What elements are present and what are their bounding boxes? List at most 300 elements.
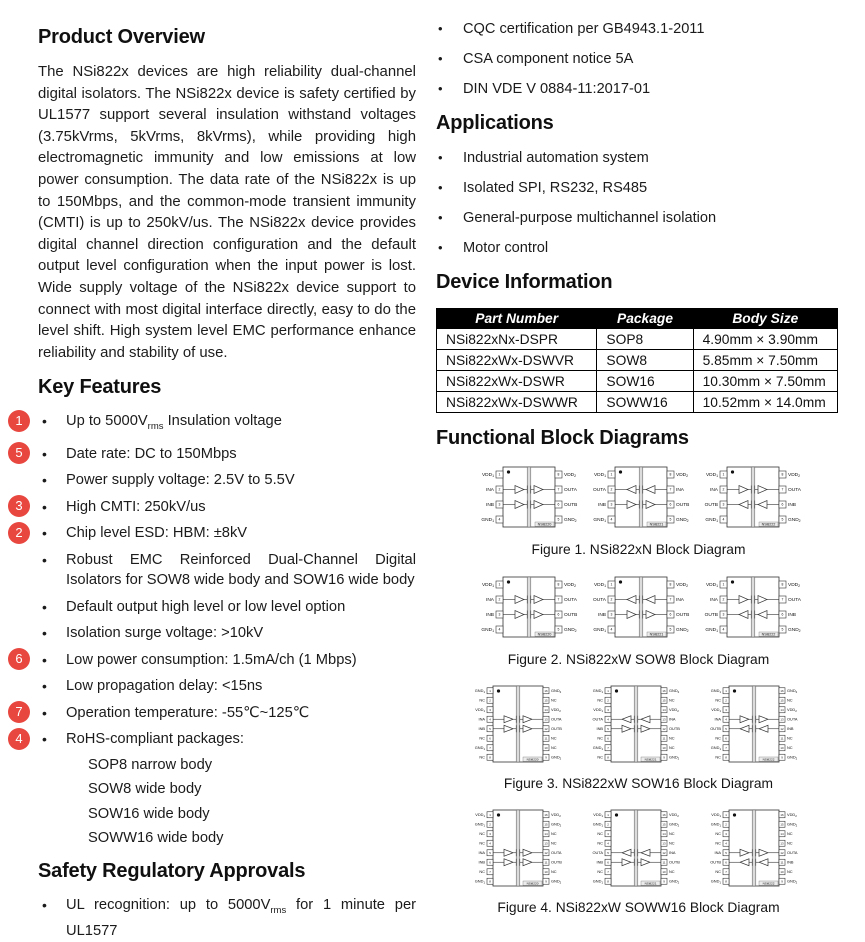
svg-text:OUTB: OUTB bbox=[675, 503, 689, 509]
subscript-text: rms bbox=[270, 904, 287, 916]
svg-text:GND2: $GND_2$ bbox=[550, 821, 561, 828]
svg-text:VDD1: $VDD_1$ bbox=[710, 707, 721, 713]
svg-text:10: 10 bbox=[661, 869, 666, 874]
table-cell: 5.85mm × 7.50mm bbox=[693, 350, 837, 371]
svg-text:INB: INB bbox=[787, 503, 796, 509]
svg-text:INA: INA bbox=[714, 850, 721, 856]
svg-text:NC: NC bbox=[478, 735, 485, 741]
svg-text:6: 6 bbox=[557, 612, 559, 617]
svg-text:12: 12 bbox=[543, 850, 548, 855]
svg-text:VDD2: $VDD_2$ bbox=[668, 707, 679, 713]
svg-text:9: 9 bbox=[662, 879, 665, 884]
block-diagrams-title: Functional Block Diagrams bbox=[436, 427, 689, 449]
svg-text:VDD1: $VDD_1$ bbox=[705, 583, 718, 589]
svg-text:OUTB: OUTB bbox=[709, 859, 721, 865]
svg-text:GND1: $GND_1$ bbox=[592, 878, 603, 885]
svg-text:15: 15 bbox=[779, 822, 784, 827]
svg-text:11: 11 bbox=[661, 736, 666, 741]
right-column bbox=[416, 0, 865, 928]
feature-item bbox=[15, 523, 416, 544]
feature-item bbox=[15, 729, 416, 848]
svg-text:6: 6 bbox=[606, 860, 609, 865]
svg-text:INA: INA bbox=[675, 488, 684, 494]
svg-text:NC: NC bbox=[550, 745, 557, 751]
product-overview-title: Product Overview bbox=[38, 26, 205, 48]
svg-text:OUTB: OUTB bbox=[563, 503, 577, 509]
table-cell: 4.90mm × 3.90mm bbox=[693, 329, 837, 350]
table-header-cell: Part Number bbox=[437, 309, 597, 329]
svg-text:15: 15 bbox=[543, 698, 548, 703]
svg-text:INB: INB bbox=[485, 503, 494, 509]
svg-text:NSi8221: NSi8221 bbox=[649, 632, 663, 637]
svg-text:INB: INB bbox=[597, 613, 606, 619]
svg-text:GND1: $GND_1$ bbox=[710, 745, 721, 751]
svg-text:VDD2: $VDD_2$ bbox=[787, 583, 800, 589]
svg-text:5: 5 bbox=[557, 517, 559, 522]
svg-text:4: 4 bbox=[722, 517, 724, 522]
svg-text:8: 8 bbox=[781, 472, 783, 477]
svg-text:INA: INA bbox=[709, 488, 718, 494]
table-header-cell: Body Size bbox=[693, 309, 837, 329]
svg-text:NC: NC bbox=[596, 697, 603, 703]
svg-text:VDD1: $VDD_1$ bbox=[592, 707, 603, 713]
svg-text:6: 6 bbox=[781, 502, 783, 507]
table-head bbox=[437, 309, 838, 329]
table-row bbox=[437, 371, 838, 392]
svg-text:16: 16 bbox=[661, 812, 666, 817]
svg-text:8: 8 bbox=[606, 879, 609, 884]
svg-text:OUTB: OUTB bbox=[709, 726, 721, 732]
svg-text:8: 8 bbox=[488, 755, 491, 760]
safety-approvals-list bbox=[38, 895, 416, 942]
svg-text:2: 2 bbox=[722, 487, 724, 492]
svg-text:13: 13 bbox=[543, 717, 548, 722]
svg-text:INB: INB bbox=[485, 613, 494, 619]
svg-text:5: 5 bbox=[606, 726, 609, 731]
svg-text:6: 6 bbox=[781, 612, 783, 617]
svg-text:8: 8 bbox=[557, 472, 559, 477]
svg-text:3: 3 bbox=[488, 831, 491, 836]
svg-text:GND2: $GND_2$ bbox=[675, 518, 689, 524]
svg-text:2: 2 bbox=[724, 698, 727, 703]
table-cell: NSi822xWx-DSWWR bbox=[437, 392, 597, 413]
svg-text:NC: NC bbox=[714, 754, 721, 760]
svg-text:6: 6 bbox=[724, 736, 727, 741]
svg-text:1: 1 bbox=[488, 812, 491, 817]
svg-text:13: 13 bbox=[661, 841, 666, 846]
product-overview-body: The NSi822x devices are high reliability dual-channel digital isolators. The NSi822x device is safety certified by UL1577 support several insulation withstand voltages (3.75kVrms, 5kVrms, 8kVrms), while providing high electromagnetic immunity and low emissions at low power consumption. The data rate of the NSi822x is up to 150Mbps, and the common-mode transient immunity (CMTI) is up to 250kV/us. The NSi822x device provides digital channel direction configuration and the default output level configuration when the input power is lost. Wide supply voltage of the NSi822x device support to connect with most digital interface directly, easy to do the level shift. High system level EMC performance enhance reliability and stability of use. bbox=[38, 64, 416, 361]
feature-number-badge: • 1 bbox=[8, 410, 30, 432]
svg-text:14: 14 bbox=[543, 831, 548, 836]
svg-text:9: 9 bbox=[780, 755, 783, 760]
svg-text:6: 6 bbox=[669, 612, 671, 617]
svg-text:16: 16 bbox=[779, 812, 784, 817]
block-diagram-figure bbox=[436, 672, 841, 791]
svg-text:VDD1: $VDD_1$ bbox=[474, 707, 485, 713]
block-diagram-figure bbox=[436, 452, 841, 557]
table-cell: NSi822xNx-DSPR bbox=[437, 329, 597, 350]
feature-item bbox=[15, 703, 416, 724]
svg-text:4: 4 bbox=[498, 517, 500, 522]
svg-text:INA: INA bbox=[709, 598, 718, 604]
svg-text:GND1: $GND_1$ bbox=[704, 628, 718, 634]
svg-text:GND2: $GND_2$ bbox=[786, 878, 797, 885]
svg-text:11: 11 bbox=[543, 860, 548, 865]
svg-text:2: 2 bbox=[610, 487, 612, 492]
svg-text:INB: INB bbox=[786, 859, 793, 865]
svg-text:7: 7 bbox=[781, 487, 783, 492]
svg-text:GND1: $GND_1$ bbox=[592, 628, 606, 634]
svg-text:GND1: $GND_1$ bbox=[592, 688, 603, 694]
block-diagram-figure bbox=[436, 562, 841, 667]
svg-text:3: 3 bbox=[610, 612, 612, 617]
svg-text:GND1: $GND_1$ bbox=[592, 518, 606, 524]
applications-title: Applications bbox=[436, 112, 554, 134]
feature-text: Chip level ESD: HBM: ±8kV bbox=[66, 525, 248, 542]
svg-text:GND1: $GND_1$ bbox=[474, 878, 485, 885]
svg-text:OUTA: OUTA bbox=[592, 488, 606, 494]
svg-text:NC: NC bbox=[550, 869, 557, 875]
svg-text:8: 8 bbox=[488, 879, 491, 884]
svg-text:OUTB: OUTB bbox=[668, 726, 680, 732]
figure-caption: Figure 1. NSi822xN Block Diagram bbox=[531, 542, 746, 557]
svg-text:8: 8 bbox=[557, 582, 559, 587]
feature-number-badge: • 6 bbox=[8, 648, 30, 670]
feature-number-badge: • 7 bbox=[8, 701, 30, 723]
svg-text:6: 6 bbox=[606, 736, 609, 741]
svg-text:NC: NC bbox=[668, 840, 675, 846]
svg-text:6: 6 bbox=[488, 860, 491, 865]
svg-text:4: 4 bbox=[722, 627, 724, 632]
svg-text:NC: NC bbox=[550, 831, 557, 837]
svg-text:GND2: $GND_2$ bbox=[786, 688, 797, 694]
svg-text:3: 3 bbox=[606, 707, 609, 712]
svg-text:9: 9 bbox=[780, 879, 783, 884]
table-cell: SOP8 bbox=[597, 329, 693, 350]
svg-text:NSi8220: NSi8220 bbox=[537, 632, 551, 637]
svg-text:INA: INA bbox=[485, 488, 494, 494]
feature-number-badge: • 2 bbox=[8, 522, 30, 544]
svg-text:INB: INB bbox=[596, 726, 603, 732]
svg-text:VDD1: $VDD_1$ bbox=[481, 583, 494, 589]
svg-text:6: 6 bbox=[488, 736, 491, 741]
svg-text:NC: NC bbox=[714, 697, 721, 703]
svg-text:OUTB: OUTB bbox=[704, 613, 718, 619]
table-header-row bbox=[437, 309, 838, 329]
svg-text:9: 9 bbox=[544, 879, 547, 884]
svg-text:3: 3 bbox=[722, 612, 724, 617]
svg-text:7: 7 bbox=[606, 745, 609, 750]
svg-text:9: 9 bbox=[544, 755, 547, 760]
svg-text:GND2: $GND_2$ bbox=[668, 878, 679, 885]
svg-text:7: 7 bbox=[724, 745, 727, 750]
feature-text: Default output high level or low level option bbox=[66, 598, 346, 615]
application-item: • Motor control bbox=[438, 239, 841, 257]
feature-text: RoHS-compliant packages: bbox=[66, 731, 244, 748]
svg-text:INB: INB bbox=[787, 613, 796, 619]
svg-text:7: 7 bbox=[669, 597, 671, 602]
svg-text:GND1: $GND_1$ bbox=[480, 518, 494, 524]
svg-text:NC: NC bbox=[478, 697, 485, 703]
feature-text: Date rate: DC to 150Mbps bbox=[66, 445, 237, 462]
svg-text:5: 5 bbox=[669, 627, 671, 632]
svg-text:15: 15 bbox=[543, 822, 548, 827]
svg-text:3: 3 bbox=[722, 502, 724, 507]
svg-text:NC: NC bbox=[786, 735, 793, 741]
svg-text:8: 8 bbox=[669, 472, 671, 477]
block-diagram-svg bbox=[462, 805, 816, 891]
application-item: • General-purpose multichannel isolation bbox=[438, 209, 841, 227]
svg-text:6: 6 bbox=[557, 502, 559, 507]
feature-number-badge: • 5 bbox=[8, 442, 30, 464]
svg-text:11: 11 bbox=[543, 736, 548, 741]
svg-text:10: 10 bbox=[543, 869, 548, 874]
svg-text:INB: INB bbox=[478, 726, 485, 732]
svg-text:OUTA: OUTA bbox=[591, 850, 603, 856]
svg-text:NSi8222: NSi8222 bbox=[761, 522, 775, 527]
svg-text:VDD1: $VDD_1$ bbox=[592, 812, 603, 818]
svg-text:7: 7 bbox=[557, 487, 559, 492]
svg-text:NSi8222: NSi8222 bbox=[761, 632, 775, 637]
svg-text:5: 5 bbox=[606, 850, 609, 855]
svg-text:INA: INA bbox=[478, 716, 485, 722]
svg-text:GND1: $GND_1$ bbox=[704, 518, 718, 524]
certification-item: • DIN VDE V 0884-11:2017-01 bbox=[438, 80, 841, 98]
svg-text:GND1: $GND_1$ bbox=[592, 745, 603, 751]
svg-text:10: 10 bbox=[779, 745, 784, 750]
table-cell: 10.30mm × 7.50mm bbox=[693, 371, 837, 392]
svg-text:NC: NC bbox=[478, 869, 485, 875]
application-item: • Isolated SPI, RS232, RS485 bbox=[438, 179, 841, 197]
svg-text:4: 4 bbox=[610, 627, 612, 632]
svg-text:1: 1 bbox=[488, 688, 491, 693]
svg-text:VDD1: $VDD_1$ bbox=[481, 473, 494, 479]
svg-text:15: 15 bbox=[661, 822, 666, 827]
svg-text:GND2: $GND_2$ bbox=[668, 821, 679, 828]
svg-text:2: 2 bbox=[498, 597, 500, 602]
svg-text:VDD2: $VDD_2$ bbox=[675, 583, 688, 589]
svg-text:INA: INA bbox=[668, 716, 675, 722]
svg-text:4: 4 bbox=[724, 841, 727, 846]
svg-text:NC: NC bbox=[714, 735, 721, 741]
svg-text:12: 12 bbox=[779, 850, 784, 855]
svg-text:VDD2: $VDD_2$ bbox=[563, 473, 576, 479]
table-cell: NSi822xWx-DSWR bbox=[437, 371, 597, 392]
svg-text:5: 5 bbox=[781, 627, 783, 632]
svg-text:VDD1: $VDD_1$ bbox=[593, 583, 606, 589]
feature-text: Low power consumption: 1.5mA/ch (1 Mbps) bbox=[66, 651, 357, 668]
svg-text:NC: NC bbox=[668, 745, 675, 751]
svg-text:VDD1: $VDD_1$ bbox=[705, 473, 718, 479]
svg-text:GND1: $GND_1$ bbox=[474, 745, 485, 751]
svg-text:13: 13 bbox=[543, 841, 548, 846]
svg-text:5: 5 bbox=[781, 517, 783, 522]
applications-list bbox=[438, 149, 841, 257]
svg-text:VDD2: $VDD_2$ bbox=[786, 812, 797, 818]
svg-text:NSi8221: NSi8221 bbox=[649, 522, 663, 527]
svg-text:14: 14 bbox=[661, 831, 666, 836]
application-item: • Industrial automation system bbox=[438, 149, 841, 167]
device-information-table bbox=[436, 308, 838, 413]
svg-text:NSi8221: NSi8221 bbox=[644, 757, 656, 762]
table-cell: 10.52mm × 14.0mm bbox=[693, 392, 837, 413]
svg-text:GND2: $GND_2$ bbox=[787, 628, 801, 634]
svg-text:5: 5 bbox=[557, 627, 559, 632]
svg-text:16: 16 bbox=[543, 688, 548, 693]
svg-text:NC: NC bbox=[550, 840, 557, 846]
svg-text:3: 3 bbox=[724, 831, 727, 836]
svg-text:5: 5 bbox=[724, 726, 727, 731]
svg-text:16: 16 bbox=[779, 688, 784, 693]
certification-list bbox=[438, 20, 841, 98]
feature-subitem: SOWW16 wide body bbox=[88, 830, 224, 847]
svg-text:INA: INA bbox=[478, 850, 485, 856]
svg-text:1: 1 bbox=[606, 688, 609, 693]
svg-text:INB: INB bbox=[596, 859, 603, 865]
svg-text:2: 2 bbox=[488, 822, 491, 827]
svg-text:2: 2 bbox=[724, 822, 727, 827]
svg-text:3: 3 bbox=[498, 612, 500, 617]
feature-text: Robust EMC Reinforced Dual-Channel Digital Isolators for SOW8 wide body and SOW16 wide body bbox=[66, 551, 416, 589]
svg-text:8: 8 bbox=[724, 755, 727, 760]
svg-text:15: 15 bbox=[779, 698, 784, 703]
device-information-title: Device Information bbox=[436, 271, 613, 293]
feature-text: Power supply voltage: 2.5V to 5.5V bbox=[66, 472, 295, 489]
svg-text:11: 11 bbox=[779, 736, 784, 741]
svg-text:7: 7 bbox=[488, 869, 491, 874]
svg-text:OUTA: OUTA bbox=[550, 716, 562, 722]
svg-text:INA: INA bbox=[485, 598, 494, 604]
svg-text:GND2: $GND_2$ bbox=[668, 754, 679, 761]
svg-text:2: 2 bbox=[722, 597, 724, 602]
svg-text:1: 1 bbox=[722, 582, 724, 587]
svg-text:10: 10 bbox=[543, 745, 548, 750]
figure-caption: Figure 3. NSi822xW SOW16 Block Diagram bbox=[503, 776, 774, 791]
feature-subitem: SOW8 wide body bbox=[88, 781, 202, 798]
figure-caption: Figure 4. NSi822xW SOWW16 Block Diagram bbox=[497, 900, 780, 915]
svg-text:4: 4 bbox=[488, 717, 491, 722]
svg-text:NC: NC bbox=[668, 831, 675, 837]
svg-text:OUTB: OUTB bbox=[550, 859, 562, 865]
svg-text:VDD2: $VDD_2$ bbox=[675, 473, 688, 479]
svg-text:10: 10 bbox=[661, 745, 666, 750]
subscript-text: rms bbox=[147, 421, 164, 433]
svg-text:NC: NC bbox=[478, 840, 485, 846]
svg-text:3: 3 bbox=[610, 502, 612, 507]
feature-item bbox=[42, 623, 416, 644]
certification-item: • CQC certification per GB4943.1-2011 bbox=[438, 20, 841, 38]
svg-text:6: 6 bbox=[669, 502, 671, 507]
feature-item bbox=[15, 444, 416, 465]
svg-text:7: 7 bbox=[606, 869, 609, 874]
svg-text:3: 3 bbox=[724, 707, 727, 712]
svg-text:2: 2 bbox=[610, 597, 612, 602]
svg-text:GND2: $GND_2$ bbox=[550, 754, 561, 761]
svg-text:5: 5 bbox=[669, 517, 671, 522]
svg-text:9: 9 bbox=[662, 755, 665, 760]
svg-text:5: 5 bbox=[488, 850, 491, 855]
svg-text:14: 14 bbox=[543, 707, 548, 712]
feature-number-badge: • 4 bbox=[8, 728, 30, 750]
svg-text:8: 8 bbox=[724, 879, 727, 884]
svg-text:GND2: $GND_2$ bbox=[675, 628, 689, 634]
svg-text:13: 13 bbox=[779, 841, 784, 846]
svg-text:VDD2: $VDD_2$ bbox=[786, 707, 797, 713]
svg-text:VDD2: $VDD_2$ bbox=[668, 812, 679, 818]
svg-text:NC: NC bbox=[786, 840, 793, 846]
svg-text:VDD1: $VDD_1$ bbox=[593, 473, 606, 479]
svg-text:NC: NC bbox=[596, 840, 603, 846]
table-cell: SOW8 bbox=[597, 350, 693, 371]
svg-text:OUTA: OUTA bbox=[592, 598, 606, 604]
key-features-list bbox=[15, 411, 416, 847]
svg-text:OUTB: OUTB bbox=[550, 726, 562, 732]
svg-text:7: 7 bbox=[724, 869, 727, 874]
svg-text:3: 3 bbox=[488, 707, 491, 712]
figure-caption: Figure 2. NSi822xW SOW8 Block Diagram bbox=[507, 652, 770, 667]
svg-text:VDD1: $VDD_1$ bbox=[710, 812, 721, 818]
svg-text:11: 11 bbox=[779, 860, 784, 865]
svg-text:OUTB: OUTB bbox=[563, 613, 577, 619]
svg-text:INB: INB bbox=[478, 859, 485, 865]
svg-text:4: 4 bbox=[498, 627, 500, 632]
svg-text:OUTB: OUTB bbox=[704, 503, 718, 509]
svg-text:2: 2 bbox=[488, 698, 491, 703]
feature-text: Isolation surge voltage: >10kV bbox=[66, 625, 264, 642]
svg-text:VDD2: $VDD_2$ bbox=[787, 473, 800, 479]
svg-text:12: 12 bbox=[661, 726, 666, 731]
svg-text:13: 13 bbox=[779, 717, 784, 722]
svg-text:11: 11 bbox=[661, 860, 666, 865]
feature-text: High CMTI: 250kV/us bbox=[66, 498, 206, 515]
svg-text:1: 1 bbox=[498, 582, 500, 587]
svg-text:OUTA: OUTA bbox=[786, 716, 798, 722]
svg-text:7: 7 bbox=[781, 597, 783, 602]
svg-text:1: 1 bbox=[606, 812, 609, 817]
svg-text:4: 4 bbox=[610, 517, 612, 522]
svg-text:14: 14 bbox=[661, 707, 666, 712]
feature-item bbox=[15, 650, 416, 671]
svg-text:VDD2: $VDD_2$ bbox=[550, 812, 561, 818]
table-body bbox=[437, 329, 838, 413]
svg-text:GND2: $GND_2$ bbox=[668, 688, 679, 694]
svg-text:GND1: $GND_1$ bbox=[474, 688, 485, 694]
svg-text:NC: NC bbox=[478, 831, 485, 837]
feature-item bbox=[42, 470, 416, 491]
svg-text:1: 1 bbox=[610, 582, 612, 587]
feature-item bbox=[15, 497, 416, 518]
svg-text:1: 1 bbox=[722, 472, 724, 477]
svg-text:GND1: $GND_1$ bbox=[592, 821, 603, 828]
svg-text:OUTB: OUTB bbox=[668, 859, 680, 865]
feature-text: UL recognition: up to $5000V_{rms}$ for 1 minute per UL1577 bbox=[66, 896, 416, 940]
svg-text:NSi8221: NSi8221 bbox=[644, 881, 656, 886]
svg-text:13: 13 bbox=[661, 717, 666, 722]
svg-text:NC: NC bbox=[596, 831, 603, 837]
svg-text:NC: NC bbox=[714, 840, 721, 846]
svg-text:NC: NC bbox=[668, 735, 675, 741]
svg-text:GND2: $GND_2$ bbox=[786, 754, 797, 761]
block-diagram-svg bbox=[462, 681, 816, 767]
svg-text:OUTB: OUTB bbox=[675, 613, 689, 619]
svg-text:7: 7 bbox=[669, 487, 671, 492]
svg-text:GND1: $GND_1$ bbox=[710, 878, 721, 885]
certification-item: • CSA component notice 5A bbox=[438, 50, 841, 68]
svg-text:4: 4 bbox=[488, 841, 491, 846]
svg-text:GND2: $GND_2$ bbox=[786, 821, 797, 828]
table-cell: NSi822xWx-DSWVR bbox=[437, 350, 597, 371]
feature-text: Up to $5000V_{rms}$ Insulation voltage bbox=[66, 413, 282, 433]
